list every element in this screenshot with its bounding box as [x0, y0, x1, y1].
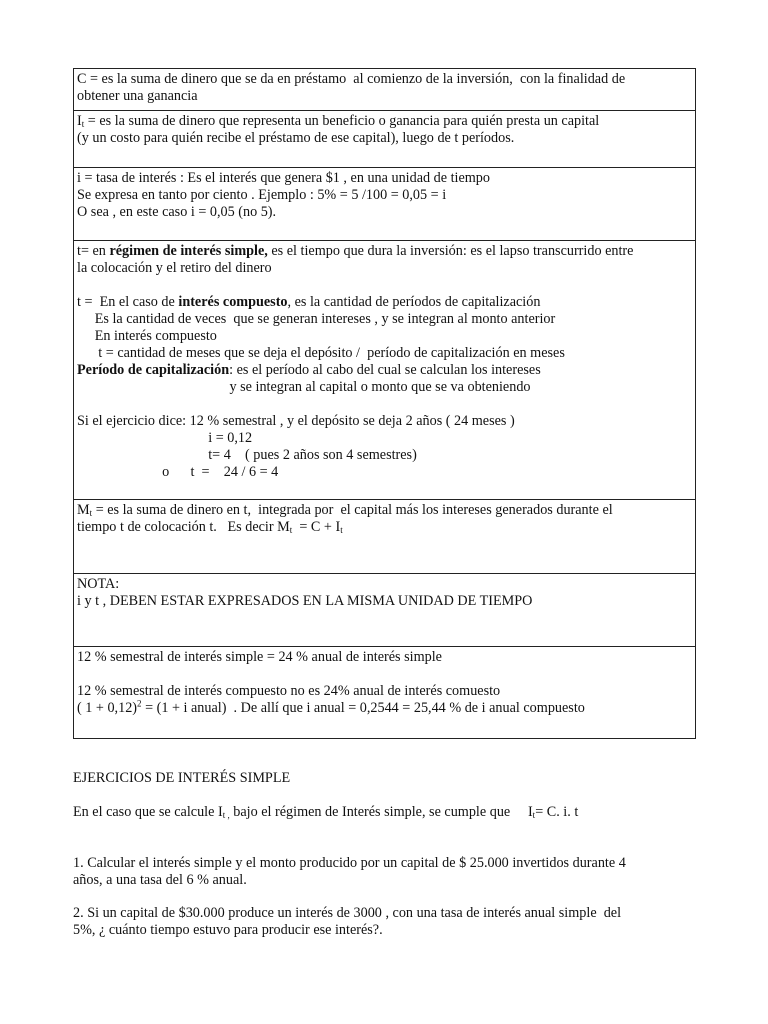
text-line: O sea , en este caso i = 0,05 (no 5). — [77, 204, 277, 220]
text-fragment: tiempo t de colocación t. Es decir M — [77, 519, 290, 535]
bold-term: régimen de interés simple, — [109, 243, 268, 259]
symbol: M — [77, 502, 90, 518]
definition-row-i — [74, 168, 696, 241]
text-line: En interés compuesto — [77, 328, 217, 344]
text-line: 12 % semestral de interés compuesto no es 24% anual de interés comuesto — [77, 683, 501, 699]
definition-row-nota — [74, 574, 696, 647]
text-fragment: = es la suma de dinero que representa un beneficio o ganancia para quién presta un capital — [84, 113, 600, 129]
text-line: 12 % semestral de interés simple = 24 % anual de interés simple — [77, 649, 442, 665]
text-fragment: t = En el caso de — [77, 294, 179, 310]
text-fragment: : es el período al cabo del cual se calculan los intereses — [229, 362, 541, 378]
text-line: Es la cantidad de veces que se generan intereses , y se integran al monto anterior — [77, 311, 556, 327]
definition-cell-mt — [74, 500, 696, 574]
text-line — [77, 362, 692, 379]
subscript: t — [289, 525, 293, 535]
text-fragment: = C + I — [292, 519, 341, 535]
definition-row-c — [74, 69, 696, 111]
spacer — [77, 277, 692, 294]
definition-row-t — [74, 241, 696, 500]
text-line — [77, 113, 692, 130]
exercises-heading — [73, 770, 703, 787]
text-line — [77, 519, 692, 536]
definition-cell-nota — [74, 574, 696, 647]
text-line: 2. Si un capital de $30.000 produce un interés de 3000 , con una tasa de interés anual simple del — [73, 905, 622, 921]
text-line: t= 4 ( pues 2 años son 4 semestres) — [77, 447, 417, 463]
text-line: 1. Calcular el interés simple y el monto producido por un capital de $ 25.000 invertidos durante 4 — [73, 855, 626, 871]
text-line: i = tasa de interés : Es el interés que genera $1 , en una unidad de tiempo — [77, 170, 490, 186]
spacer — [77, 396, 692, 413]
text-line: Si el ejercicio dice: 12 % semestral , y el depósito se deja 2 años ( 24 meses ) — [77, 413, 515, 429]
text-line: años, a una tasa del 6 % anual. — [73, 872, 247, 888]
text-line — [77, 502, 692, 519]
definition-cell-c — [74, 69, 696, 111]
text-line: obtener una ganancia — [77, 88, 198, 104]
definition-cell-t — [74, 241, 696, 500]
subscript: t — [532, 810, 536, 820]
text-fragment: = C. i. t — [535, 804, 579, 820]
subscript: t — [81, 119, 85, 129]
text-fragment: bajo el régimen de Interés simple, se cumple que I — [229, 804, 533, 820]
text-line: 5%, ¿ cuánto tiempo estuvo para producir ese interés?. — [73, 922, 383, 938]
text-line — [77, 700, 692, 717]
definition-row-mt — [74, 500, 696, 574]
text-fragment: = (1 + i anual) . De allí que i anual = 0,2544 = 25,44 % de i anual compuesto — [141, 700, 585, 716]
simple-interest-formula — [73, 804, 703, 821]
bold-term: Período de capitalización — [77, 362, 230, 378]
text-fragment: t= en — [77, 243, 110, 259]
symbol: I — [77, 113, 82, 129]
text-line — [73, 804, 703, 821]
subscript: t , — [222, 810, 230, 820]
text-line: (y un costo para quién recibe el préstamo de ese capital), luego de t períodos. — [77, 130, 515, 146]
text-line: y se integran al capital o monto que se va obteniendo — [77, 379, 531, 395]
text-line: Se expresa en tanto por ciento . Ejemplo : 5% = 5 /100 = 0,05 = i — [77, 187, 447, 203]
subscript: t — [340, 525, 343, 535]
exercise-2 — [73, 905, 703, 939]
definition-cell-equiv — [74, 647, 696, 739]
text-line: la colocación y el retiro del dinero — [77, 260, 272, 276]
text-line: o t = 24 / 6 = 4 — [77, 464, 279, 480]
superscript: 2 — [137, 698, 142, 709]
text-line — [77, 243, 692, 260]
text-fragment: ( 1 + 0,12) — [77, 700, 138, 716]
text-line — [77, 294, 692, 311]
definition-cell-it — [74, 111, 696, 168]
exercise-1 — [73, 855, 703, 889]
text-line: NOTA: — [77, 576, 120, 592]
text-fragment: = es la suma de dinero en t, integrada por el capital más los intereses generados durante el — [92, 502, 613, 518]
definition-cell-i — [74, 168, 696, 241]
bold-term: interés compuesto — [178, 294, 288, 310]
text-fragment: En el caso que se calcule I — [73, 804, 223, 820]
section-heading: EJERCICIOS DE INTERÉS SIMPLE — [73, 770, 291, 786]
definitions-table — [73, 68, 696, 739]
text-line: i = 0,12 — [77, 430, 253, 446]
text-line: C = es la suma de dinero que se da en préstamo al comienzo de la inversión, con la finalidad de — [77, 71, 626, 87]
definition-row-equiv — [74, 647, 696, 739]
definition-row-it — [74, 111, 696, 168]
text-fragment: es el tiempo que dura la inversión: es el lapso transcurrido entre — [267, 243, 634, 259]
text-line: i y t , DEBEN ESTAR EXPRESADOS EN LA MISMA UNIDAD DE TIEMPO — [77, 593, 533, 609]
subscript: t — [89, 508, 93, 518]
text-fragment: , es la cantidad de períodos de capitalización — [287, 294, 541, 310]
text-line: t = cantidad de meses que se deja el depósito / período de capitalización en meses — [77, 345, 565, 361]
spacer — [77, 666, 692, 683]
